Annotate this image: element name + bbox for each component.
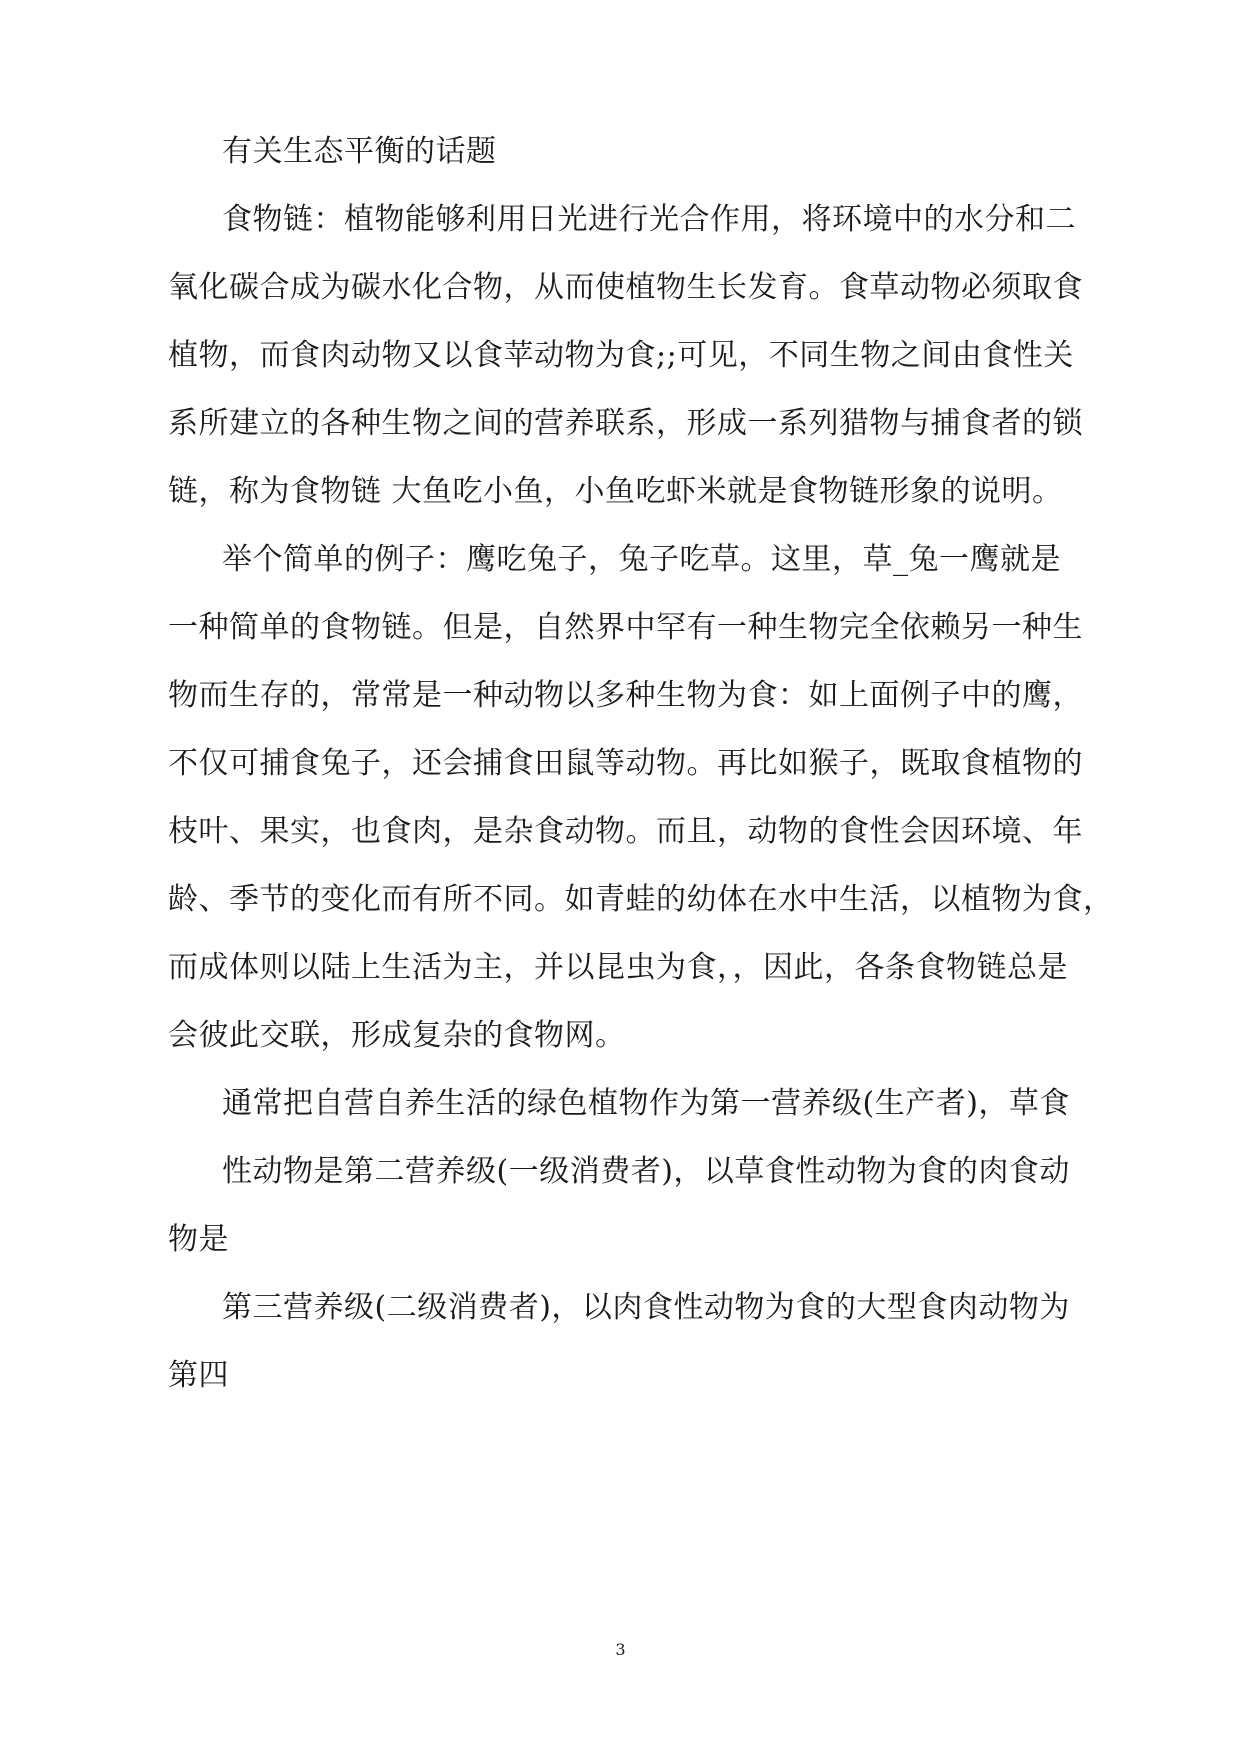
text-line: 枝叶、果实，也食肉，是杂食动物。而且，动物的食性会因环境、年 bbox=[168, 814, 1083, 849]
text-line: 龄、季节的变化而有所不同。如青蛙的幼体在水中生活，以植物为食， bbox=[168, 882, 1114, 917]
text-line: 不仅可捕食兔子，还会捕食田鼠等动物。再比如猴子，既取食植物的 bbox=[168, 746, 1083, 781]
text-line: 一种简单的食物链。但是，自然界中罕有一种生物完全依赖另一种生 bbox=[168, 610, 1083, 645]
text-line: 性动物是第二营养级(一级消费者)，以草食性动物为食的肉食动 bbox=[222, 1154, 1070, 1189]
text-line: 系所建立的各种生物之间的营养联系，形成一系列猎物与捕食者的锁 bbox=[168, 406, 1083, 441]
text-line: 举个简单的例子：鹰吃兔子，兔子吃草。这里，草_兔一鹰就是 bbox=[222, 542, 1061, 577]
text-line: 氧化碳合成为碳水化合物，从而使植物生长发育。食草动物必须取食 bbox=[168, 270, 1083, 305]
text-line: 食物链：植物能够利用日光进行光合作用，将环境中的水分和二 bbox=[222, 202, 1076, 237]
page-number: 3 bbox=[615, 1640, 626, 1659]
text-line: 植物，而食肉动物又以食苹动物为食;;可见，不同生物之间由食性关 bbox=[168, 338, 1074, 373]
document-title: 有关生态平衡的话题 bbox=[222, 134, 497, 169]
text-line: 物而生存的，常常是一种动物以多种生物为食：如上面例子中的鹰， bbox=[168, 678, 1083, 713]
text-line: 通常把自营自养生活的绿色植物作为第一营养级(生产者)，草食 bbox=[222, 1086, 1070, 1121]
text-line: 链，称为食物链 大鱼吃小鱼，小鱼吃虾米就是食物链形象的说明。 bbox=[168, 474, 1063, 509]
text-line: 第四 bbox=[168, 1358, 229, 1393]
text-line: 物是 bbox=[168, 1222, 229, 1257]
text-line: 会彼此交联，形成复杂的食物网。 bbox=[168, 1018, 626, 1053]
text-line: 而成体则以陆上生活为主，并以昆虫为食，，因此，各条食物链总是 bbox=[168, 950, 1068, 985]
text-line: 第三营养级(二级消费者)，以肉食性动物为食的大型食肉动物为 bbox=[222, 1290, 1070, 1325]
